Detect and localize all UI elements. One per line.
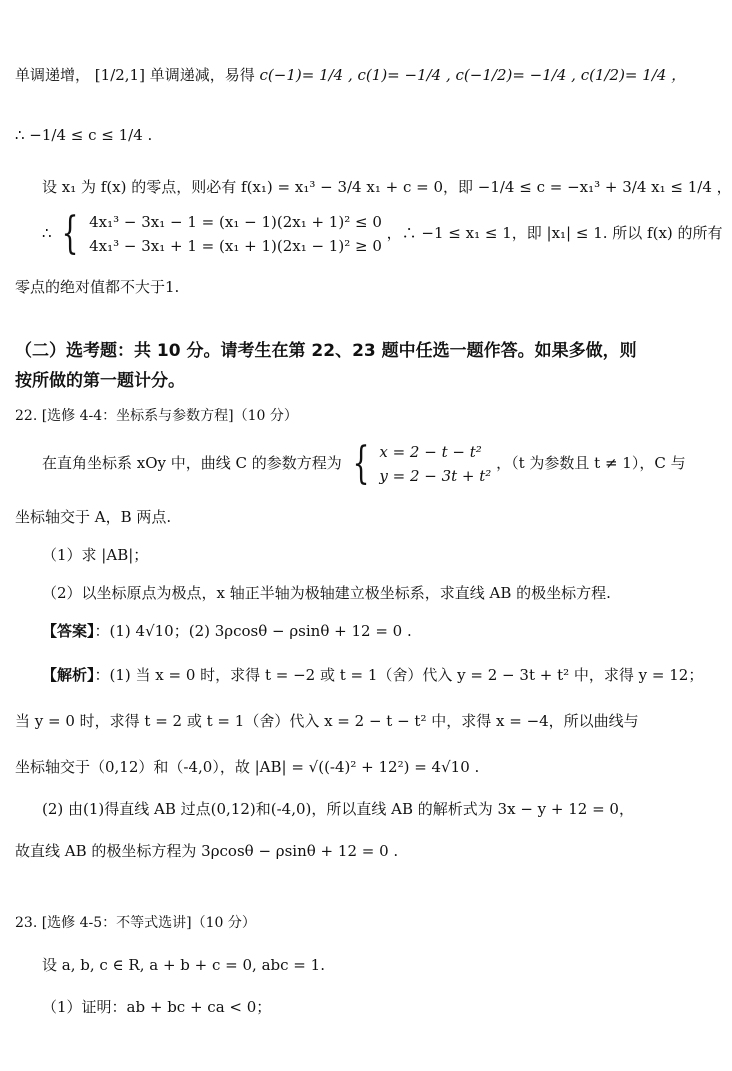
- param-eq-1: x = 2 − t − t²: [379, 443, 482, 461]
- text-line-2: ∴ −1/4 ≤ c ≤ 1/4 .: [15, 126, 153, 144]
- q22-part-2: （2）以坐标原点为极点，x 轴正半轴为极轴建立极坐标系，求直线 AB 的极坐标方程.: [42, 584, 611, 602]
- param-equations: { x = 2 − t − t² y = 2 − 3t + t²: [352, 438, 492, 489]
- brace-system: { 4x₁³ − 3x₁ − 1 = (x₁ − 1)(2x₁ + 1)² ≤ 0 4x₁³ − 3x₁ + 1 = (x₁ + 1)(2x₁ − 1)² ≥ 0: [61, 208, 382, 259]
- solution-line-3: 坐标轴交于（0,12）和（-4,0），故 |AB| = √((-4)² + 12²) = 4√10 .: [15, 758, 480, 776]
- text-line-5: 零点的绝对值都不大于1.: [15, 278, 180, 296]
- q22-statement: [0, 438, 686, 489]
- solution-line-5: 故直线 AB 的极坐标方程为 3ρcosθ − ρsinθ + 12 = 0 .: [15, 842, 399, 860]
- system-row-1: 4x₁³ − 3x₁ − 1 = (x₁ − 1)(2x₁ + 1)² ≤ 0: [89, 213, 382, 231]
- line1-interval: [1/2,1]: [94, 66, 145, 84]
- section-heading-1: （二）选考题：共 10 分。请考生在第 22、23 题中任选一题作答。如果多做，则: [15, 341, 637, 361]
- answer-text: ：(1) 4√10；(2) 3ρcosθ − ρsinθ + 12 = 0 .: [94, 622, 412, 640]
- solution-line-2: 当 y = 0 时，求得 t = 2 或 t = 1（舍）代入 x = 2 − t − t² 中，求得 x = −4，所以曲线与: [15, 712, 639, 730]
- answer-line: [0, 620, 640, 642]
- q22-text-a: 在直角坐标系 xOy 中，曲线 C 的参数方程为: [42, 454, 342, 472]
- text-line-3: 设 x₁ 为 f(x) 的零点，则必有 f(x₁) = x₁³ − 3/4 x₁ + c = 0，即 −1/4 ≤ c = −x₁³ + 3/4 x₁ ≤ 1/4 ，: [42, 178, 732, 196]
- solution-line-1: [0, 664, 704, 686]
- q23-statement: 设 a, b, c ∈ R, a + b + c = 0, abc = 1.: [42, 956, 325, 974]
- line1-values: c(−1)= 1/4 , c(1)= −1/4 , c(−1/2)= −1/4 , c(1/2)= 1/4 ，: [259, 66, 687, 84]
- line4-tail: ，∴ −1 ≤ x₁ ≤ 1，即 |x₁| ≤ 1. 所以 f(x) 的所有: [386, 224, 723, 242]
- solution-label: 【解析】: [42, 666, 95, 684]
- param-eq-2: y = 2 − 3t + t²: [379, 467, 492, 485]
- section-heading-2: 按所做的第一题计分。: [15, 371, 185, 391]
- q23-title: 23. [选修 4-5：不等式选讲]（10 分）: [15, 915, 256, 931]
- q22-title: 22. [选修 4-4：坐标系与参数方程]（10 分）: [15, 408, 298, 424]
- solution-line-4: (2) 由(1)得直线 AB 过点(0,12)和(-4,0)，所以直线 AB 的解析式为 3x − y + 12 = 0，: [42, 800, 634, 818]
- q22-part-1: （1）求 |AB|；: [42, 546, 149, 564]
- line1-mid: 单调递减，易得: [149, 66, 255, 84]
- solution-text-1: ：(1) 当 x = 0 时，求得 t = −2 或 t = 1（舍）代入 y = 2 − 3t + t² 中，求得 y = 12；: [94, 666, 704, 684]
- system-line-4: ∴ { 4x₁³ − 3x₁ − 1 = (x₁ − 1)(2x₁ + 1)² ≤ 0 4x₁³ − 3x₁ + 1 = (x₁ + 1)(2x₁ − 1)² ≥ 0 ，∴ −1 ≤ x₁ ≤ 1，即 |x₁| ≤ 1. 所以 f(x) 的所有: [42, 208, 723, 259]
- q23-part-1: （1）证明：ab + bc + ca < 0；: [42, 998, 272, 1016]
- q22-text-c: 坐标轴交于 A，B 两点.: [15, 508, 172, 526]
- text-line-1: [0, 64, 687, 86]
- system-row-2: 4x₁³ − 3x₁ + 1 = (x₁ + 1)(2x₁ − 1)² ≥ 0: [89, 237, 382, 255]
- line1-prefix: 单调递增，: [15, 66, 91, 84]
- answer-label: 【答案】: [42, 622, 95, 640]
- q22-text-b: ，（t 为参数且 t ≠ 1），C 与: [496, 454, 686, 472]
